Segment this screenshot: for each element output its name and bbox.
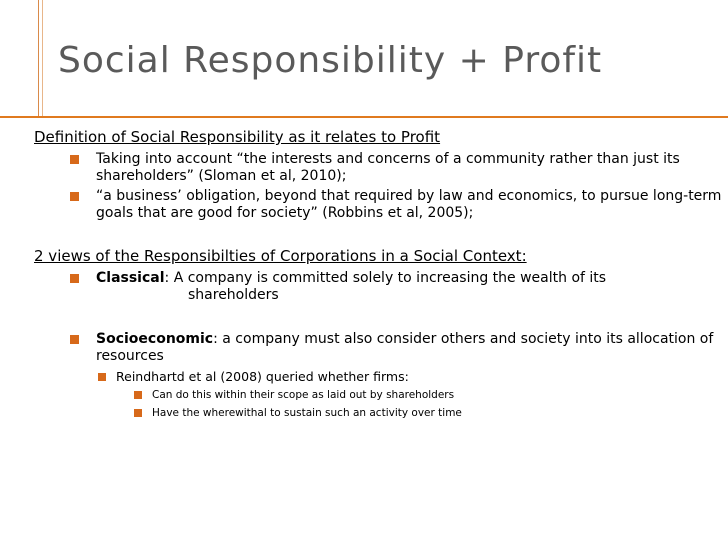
query-text-2: Have the wherewithal to sustain such an activity over time — [152, 407, 462, 419]
title-rule-horizontal — [0, 116, 728, 118]
classical-bullet — [34, 270, 724, 304]
definition-text-1: Taking into account “the interests and concerns of a community rather than just its shareholders” (Sloman et al, 2010); — [96, 151, 680, 184]
slide-body — [34, 128, 724, 424]
title-rule-vertical-inner — [42, 0, 43, 118]
definition-text-2: “a business’ obligation, beyond that required by law and economics, to pursue long-term goals that are good for society” (Robbins et al, 2005); — [96, 188, 722, 221]
square-bullet-icon — [70, 192, 79, 201]
socioeconomic-text: : a company must also consider others and society into its allocation of resources — [96, 331, 714, 364]
classical-text-continued: shareholders — [188, 287, 279, 303]
square-bullet-icon — [70, 335, 79, 344]
definition-bullet-1 — [34, 151, 724, 185]
square-bullet-icon — [134, 409, 142, 417]
square-bullet-icon — [70, 155, 79, 164]
classical-text: : A company is committed solely to increasing the wealth of its — [164, 270, 607, 286]
socioeconomic-bullet — [34, 331, 724, 365]
socioeconomic-term: Socioeconomic — [96, 331, 214, 347]
slide-title: Social Responsibility + Profit — [58, 40, 603, 81]
square-bullet-icon — [98, 373, 106, 381]
query-bullet-2 — [34, 406, 724, 421]
query-text-1: Can do this within their scope as laid out by shareholders — [152, 389, 455, 401]
section2-heading: 2 views of the Responsibilties of Corporations in a Social Context: — [34, 247, 527, 265]
square-bullet-icon — [134, 391, 142, 399]
classical-term: Classical — [96, 270, 165, 286]
title-rule-vertical — [38, 0, 39, 118]
section1-heading: Definition of Social Responsibility as it relates to Profit — [34, 128, 441, 146]
query-bullet-1 — [34, 388, 724, 403]
definition-bullet-2 — [34, 188, 724, 222]
square-bullet-icon — [70, 274, 79, 283]
reindhartd-bullet — [34, 369, 724, 385]
reindhartd-text: Reindhartd et al (2008) queried whether firms: — [116, 369, 409, 384]
